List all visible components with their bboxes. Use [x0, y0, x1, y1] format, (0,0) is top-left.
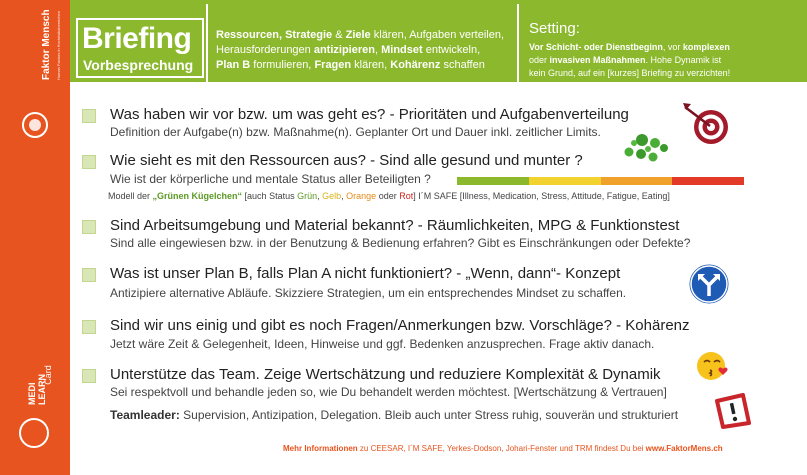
medi-learn-label: MEDI LEARN [27, 374, 47, 405]
desc-text: & [332, 29, 346, 41]
page-title: Briefing [82, 22, 192, 55]
footer-link[interactable]: www.FaktorMens.ch [645, 444, 723, 453]
item-question: Unterstütze das Team. Zeige Wertschätzung und reduziere Komplexität & Dynamik [110, 366, 661, 383]
green-balls-icon [622, 132, 670, 164]
item-detail: Antizipiere alternative Abläufe. Skizziere Strategien, um ein entsprechendes Mindset zu schaffen. [110, 286, 627, 300]
card-label: Card [42, 365, 53, 385]
note-text: Modell der [108, 191, 153, 201]
note-text: ] I´M SAFE [Illness, Medication, Stress, Attitude, Fatigue, Eating] [413, 191, 670, 201]
desc-bold: Kohärenz [390, 59, 441, 71]
footer-info [283, 444, 723, 453]
item-question: Wie sieht es mit den Ressourcen aus? - Sind alle gesund und munter ? [110, 152, 583, 169]
desc-bold: Fragen [314, 59, 352, 71]
desc-text: entwickeln, [422, 44, 481, 56]
setting-plain: oder [529, 55, 550, 65]
desc-bold: Ziele [345, 29, 371, 41]
header-divider [206, 4, 208, 82]
item-detail: Wie ist der körperliche und mentale Status aller Beteiligten ? [110, 172, 431, 186]
setting-bold: komplexen [682, 42, 730, 52]
checkbox[interactable] [82, 155, 96, 169]
left-sidebar [0, 0, 70, 475]
item-question: Was ist unser Plan B, falls Plan A nicht funktioniert? - „Wenn, dann“- Konzept [110, 265, 621, 282]
brand-tagline: Human Factors in Hochrisikobereichen [56, 11, 61, 80]
note-text: oder [376, 191, 400, 201]
footer-text: zu CEESAR, I´M SAFE, Yerkes-Dodson, Johari-Fenster und TRM findest Du bei [357, 444, 646, 453]
checkbox[interactable] [82, 369, 96, 383]
note-status-red: Rot [399, 191, 414, 201]
desc-text: schaffen [440, 59, 485, 71]
status-segment [601, 177, 637, 185]
desc-text: Herausforderungen [216, 44, 314, 56]
checkbox[interactable] [82, 109, 96, 123]
desc-text: , [374, 44, 382, 56]
checkbox[interactable] [82, 320, 96, 334]
note-status-green: Grün [297, 191, 318, 201]
header [70, 0, 807, 86]
setting-title: Setting: [529, 20, 580, 37]
item-question: Sind wir uns einig und gibt es noch Fragen/Anmerkungen bzw. Vorschläge? - Kohärenz [110, 317, 690, 334]
note-text: [auch Status [242, 191, 298, 201]
note-status-yellow: Gelb [322, 191, 342, 201]
setting-text [529, 41, 799, 80]
setting-plain: . Hohe Dynamik ist [645, 55, 722, 65]
desc-bold: Mindset [381, 44, 423, 56]
teamleader-label: Teamleader: [110, 408, 180, 422]
detour-sign-icon [688, 263, 730, 305]
item-detail: Sei respektvoll und behandle jeden so, wie Du behandelt werden möchtest. [Wertschätzung & Vertrauen] [110, 385, 667, 399]
desc-text: klären, [351, 59, 391, 71]
setting-bold: Vor Schicht- oder Dienstbeginn [529, 42, 663, 52]
item-detail: Jetzt wäre Zeit & Gelegenheit, Ideen, Hinweise und ggf. Bedenken anzusprechen. Frage aktiv danach. [110, 337, 655, 351]
item-detail: Definition der Aufgabe(n) bzw. Maßnahme(n). Geplanter Ort und Dauer inkl. zeitlicher Limits. [110, 125, 601, 139]
header-divider [517, 4, 519, 82]
item-question: Sind Arbeitsumgebung und Material bekannt? - Räumlichkeiten, MPG & Funktionstest [110, 217, 680, 234]
checkbox[interactable] [82, 268, 96, 282]
brand-name: Faktor Mensch [41, 9, 52, 80]
status-segment [708, 177, 744, 185]
status-segment [672, 177, 708, 185]
note-text: , [341, 191, 347, 201]
page-subtitle: Vorbesprechung [83, 57, 194, 73]
item-question: Was haben wir vor bzw. um was geht es? - Prioritäten und Aufgabenverteilung [110, 106, 629, 123]
item-note [108, 191, 670, 201]
checkbox[interactable] [82, 220, 96, 234]
note-status-orange: Orange [346, 191, 377, 201]
status-segment [565, 177, 601, 185]
setting-bold: invasiven Maßnahmen [549, 55, 646, 65]
teamleader-text: Supervision, Antizipation, Delegation. Bleib auch unter Stress ruhig, souverän und strukturiert [179, 408, 679, 422]
desc-text: klären, Aufgaben verteilen, [370, 29, 504, 41]
footer-bold: Mehr Informationen [283, 444, 358, 453]
warning-sign-icon [713, 391, 753, 429]
status-segment [636, 177, 672, 185]
status-segment [457, 177, 493, 185]
desc-text: formulieren, [250, 59, 315, 71]
header-description [216, 28, 511, 73]
desc-bold: Plan B [216, 59, 251, 71]
note-green-balls: „Grünen Kügelchen“ [152, 191, 243, 201]
target-arrow-icon [681, 101, 729, 149]
setting-plain: , vor [662, 42, 683, 52]
desc-bold: Ressourcen, Strategie [216, 29, 333, 41]
note-text: , [317, 191, 323, 201]
teamleader-line [110, 408, 678, 422]
item-detail: Sind alle eingewiesen bzw. in der Benutzung & Bedienung erfahren? Gibt es Einschränkungen oder Defekte? [110, 236, 691, 250]
desc-bold: antizipieren [313, 44, 375, 56]
status-segment [529, 177, 565, 185]
status-color-bar [457, 177, 744, 185]
status-segment [493, 177, 529, 185]
medi-learn-logo-icon [19, 418, 49, 448]
setting-plain: kein Grund, auf ein [kurzes] Briefing zu verzichten! [529, 68, 731, 78]
kiss-emoji-icon [696, 349, 730, 383]
faktor-mensch-logo-icon [22, 112, 48, 138]
